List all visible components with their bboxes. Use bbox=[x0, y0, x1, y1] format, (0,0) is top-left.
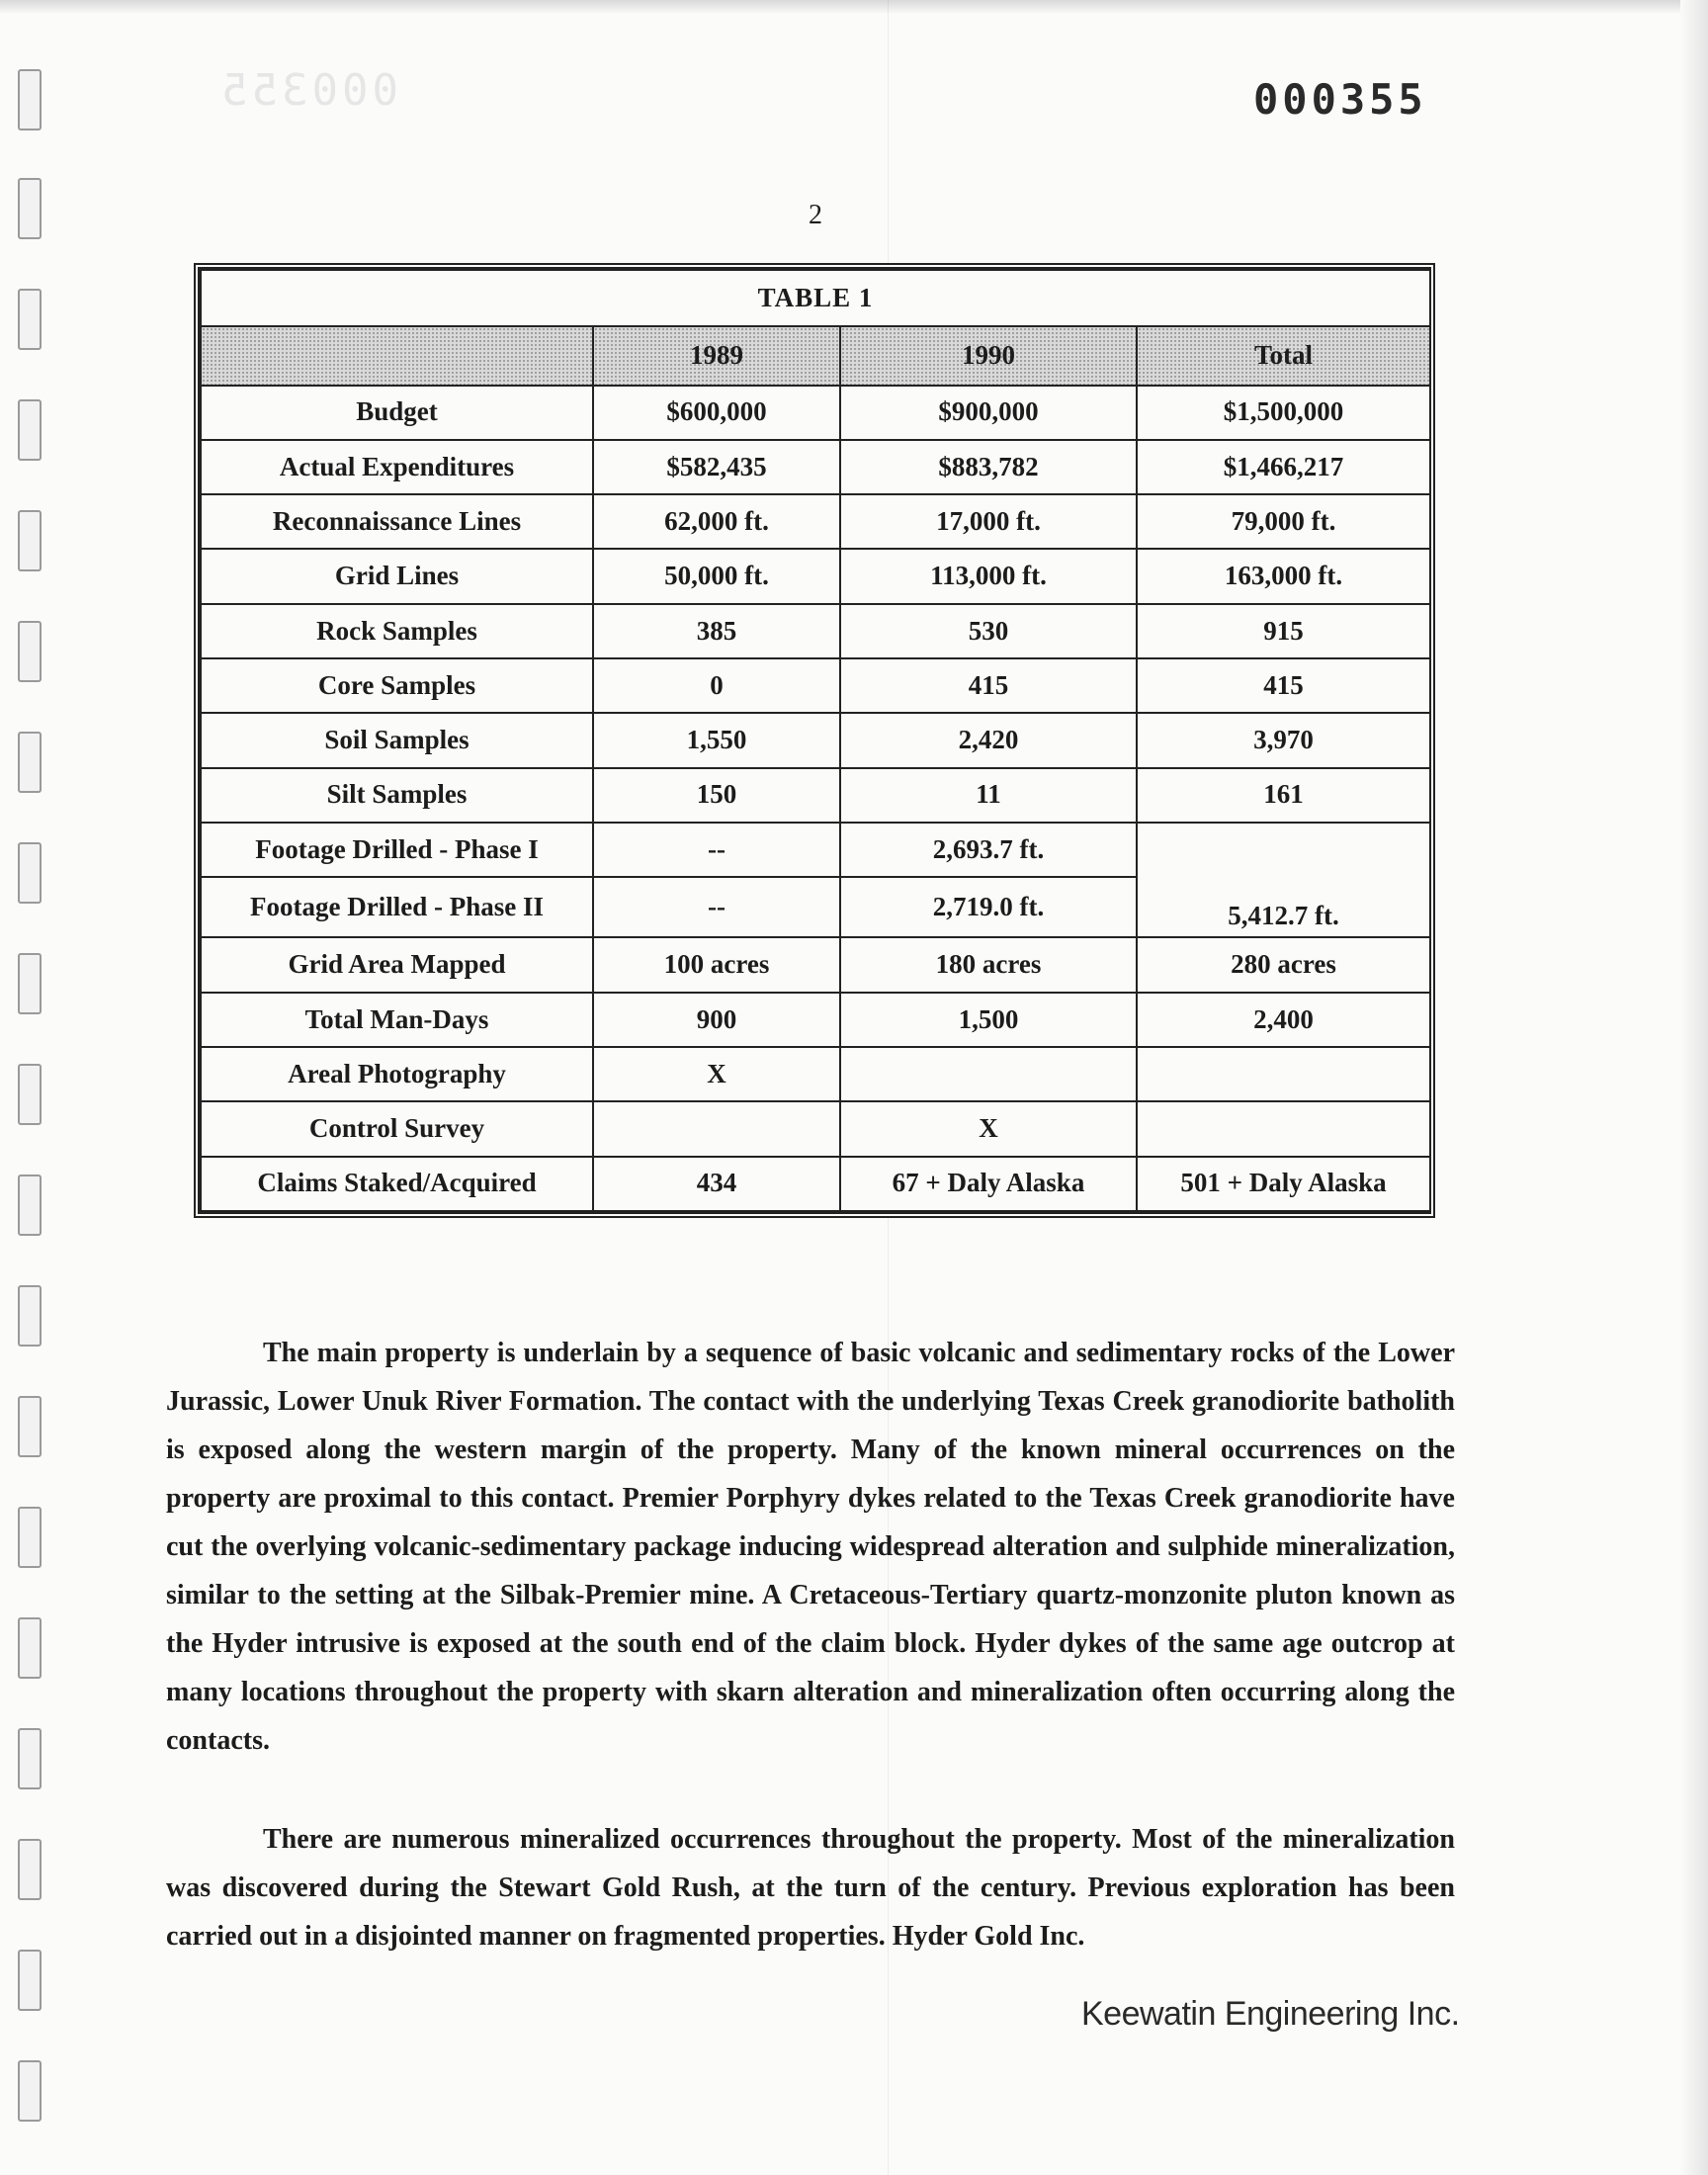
cell-1989: X bbox=[593, 1047, 840, 1101]
binder-hole bbox=[18, 1285, 42, 1347]
row-label: Areal Photography bbox=[201, 1047, 593, 1101]
page-number: 2 bbox=[809, 200, 822, 230]
cell-1990: X bbox=[840, 1101, 1137, 1156]
table-row bbox=[201, 1157, 1430, 1211]
row-label: Claims Staked/Acquired bbox=[201, 1157, 593, 1211]
cell-1989: -- bbox=[593, 823, 840, 877]
cell-total bbox=[1137, 1047, 1430, 1101]
row-label: Soil Samples bbox=[201, 713, 593, 767]
binder-hole bbox=[18, 1507, 42, 1568]
table-row bbox=[201, 768, 1430, 823]
row-label: Total Man-Days bbox=[201, 993, 593, 1047]
row-label: Grid Lines bbox=[201, 549, 593, 603]
column-header-1990: 1990 bbox=[840, 326, 1137, 385]
cell-total: 79,000 ft. bbox=[1137, 494, 1430, 549]
binder-hole bbox=[18, 69, 42, 130]
cell-1990: 2,693.7 ft. bbox=[840, 823, 1137, 877]
cell-total-footage: 5,412.7 ft. bbox=[1137, 823, 1430, 938]
column-header-total: Total bbox=[1137, 326, 1430, 385]
row-label: Control Survey bbox=[201, 1101, 593, 1156]
row-label: Silt Samples bbox=[201, 768, 593, 823]
binder-hole bbox=[18, 399, 42, 461]
binder-hole bbox=[18, 1064, 42, 1125]
binder-holes bbox=[14, 0, 45, 2175]
cell-1989: 900 bbox=[593, 993, 840, 1047]
cell-1989: 100 acres bbox=[593, 937, 840, 992]
binder-hole bbox=[18, 2060, 42, 2122]
cell-1990: 530 bbox=[840, 604, 1137, 658]
binder-hole bbox=[18, 1839, 42, 1900]
cell-1990: 113,000 ft. bbox=[840, 549, 1137, 603]
cell-1990: 11 bbox=[840, 768, 1137, 823]
table-row bbox=[201, 993, 1430, 1047]
scan-top-edge bbox=[0, 0, 1708, 14]
bleed-through-number: 000355 bbox=[217, 65, 398, 116]
table-row bbox=[201, 549, 1430, 603]
cell-total: $1,500,000 bbox=[1137, 386, 1430, 440]
cell-1989: $582,435 bbox=[593, 440, 840, 494]
row-label: Rock Samples bbox=[201, 604, 593, 658]
row-label: Reconnaissance Lines bbox=[201, 494, 593, 549]
row-label: Core Samples bbox=[201, 658, 593, 713]
cell-total: 501 + Daly Alaska bbox=[1137, 1157, 1430, 1211]
table-row bbox=[201, 1047, 1430, 1101]
table-title: TABLE 1 bbox=[201, 270, 1430, 326]
cell-total: 3,970 bbox=[1137, 713, 1430, 767]
binder-hole bbox=[18, 842, 42, 904]
cell-1990: 17,000 ft. bbox=[840, 494, 1137, 549]
binder-hole bbox=[18, 953, 42, 1014]
binder-hole bbox=[18, 732, 42, 793]
table-row bbox=[201, 1101, 1430, 1156]
binder-hole bbox=[18, 510, 42, 571]
table-row bbox=[201, 658, 1430, 713]
binder-hole bbox=[18, 1728, 42, 1789]
cell-1990: 2,719.0 ft. bbox=[840, 877, 1137, 937]
table-row bbox=[201, 823, 1430, 877]
table-row bbox=[201, 494, 1430, 549]
cell-1990: 67 + Daly Alaska bbox=[840, 1157, 1137, 1211]
cell-total: 915 bbox=[1137, 604, 1430, 658]
cell-1990: $883,782 bbox=[840, 440, 1137, 494]
table-row bbox=[201, 937, 1430, 992]
cell-1989: 0 bbox=[593, 658, 840, 713]
paragraph-occurrences: There are numerous mineralized occurrences throughout the property. Most of the mineralization was discovered during the Stewart Gold Rush, at the turn of the century. Previous exploration has been carried out in a disjointed manner on fragmented properties. Hyder Gold Inc. bbox=[166, 1824, 1455, 1952]
binder-hole bbox=[18, 621, 42, 682]
binder-hole bbox=[18, 178, 42, 239]
binder-hole bbox=[18, 289, 42, 350]
cell-total: 163,000 ft. bbox=[1137, 549, 1430, 603]
cell-1989: 62,000 ft. bbox=[593, 494, 840, 549]
cell-total: 280 acres bbox=[1137, 937, 1430, 992]
cell-1989: $600,000 bbox=[593, 386, 840, 440]
cell-1989: 434 bbox=[593, 1157, 840, 1211]
binder-hole bbox=[18, 1174, 42, 1236]
table-row bbox=[201, 386, 1430, 440]
cell-1990: 415 bbox=[840, 658, 1137, 713]
cell-1990: 2,420 bbox=[840, 713, 1137, 767]
row-label: Grid Area Mapped bbox=[201, 937, 593, 992]
cell-total: 415 bbox=[1137, 658, 1430, 713]
cell-1990: 180 acres bbox=[840, 937, 1137, 992]
header-blank-cell bbox=[201, 326, 593, 385]
cell-1989: 385 bbox=[593, 604, 840, 658]
row-label: Footage Drilled - Phase I bbox=[201, 823, 593, 877]
table-row bbox=[201, 713, 1430, 767]
table-row bbox=[201, 440, 1430, 494]
binder-hole bbox=[18, 1396, 42, 1457]
binder-hole bbox=[18, 1617, 42, 1679]
company-footer: Keewatin Engineering Inc. bbox=[1081, 1995, 1460, 2033]
table-1 bbox=[194, 263, 1435, 1218]
cell-1989: -- bbox=[593, 877, 840, 937]
cell-total: $1,466,217 bbox=[1137, 440, 1430, 494]
row-label: Budget bbox=[201, 386, 593, 440]
cell-1990: $900,000 bbox=[840, 386, 1137, 440]
table-row bbox=[201, 604, 1430, 658]
cell-1990 bbox=[840, 1047, 1137, 1101]
data-table bbox=[200, 269, 1431, 1212]
column-header-1989: 1989 bbox=[593, 326, 840, 385]
cell-1989: 1,550 bbox=[593, 713, 840, 767]
cell-1989: 150 bbox=[593, 768, 840, 823]
document-number: 000355 bbox=[1253, 75, 1427, 124]
cell-1989 bbox=[593, 1101, 840, 1156]
binder-hole bbox=[18, 1950, 42, 2011]
cell-1989: 50,000 ft. bbox=[593, 549, 840, 603]
cell-total: 2,400 bbox=[1137, 993, 1430, 1047]
scan-right-edge bbox=[1680, 0, 1708, 2175]
cell-1990: 1,500 bbox=[840, 993, 1137, 1047]
cell-total: 161 bbox=[1137, 768, 1430, 823]
cell-total bbox=[1137, 1101, 1430, 1156]
paragraph-geology: The main property is underlain by a sequence of basic volcanic and sedimentary rocks of the Lower Jurassic, Lower Unuk River Formation. The contact with the underlying Texas Creek granodiorite batholith is exposed along the western margin of the property. Many of the known mineral occurrences on the property are proximal to this contact. Premier Porphyry dykes related to the Texas Creek granodiorite have cut the overlying volcanic-sedimentary package inducing widespread alteration and sulphide mineralization, similar to the setting at the Silbak-Premier mine. A Cretaceous-Tertiary quartz-monzonite pluton known as the Hyder intrusive is exposed at the south end of the claim block. Hyder dykes of the same age outcrop at many locations throughout the property with skarn alteration and mineralization often occurring along the contacts. bbox=[166, 1338, 1455, 1756]
row-label: Actual Expenditures bbox=[201, 440, 593, 494]
row-label: Footage Drilled - Phase II bbox=[201, 877, 593, 937]
